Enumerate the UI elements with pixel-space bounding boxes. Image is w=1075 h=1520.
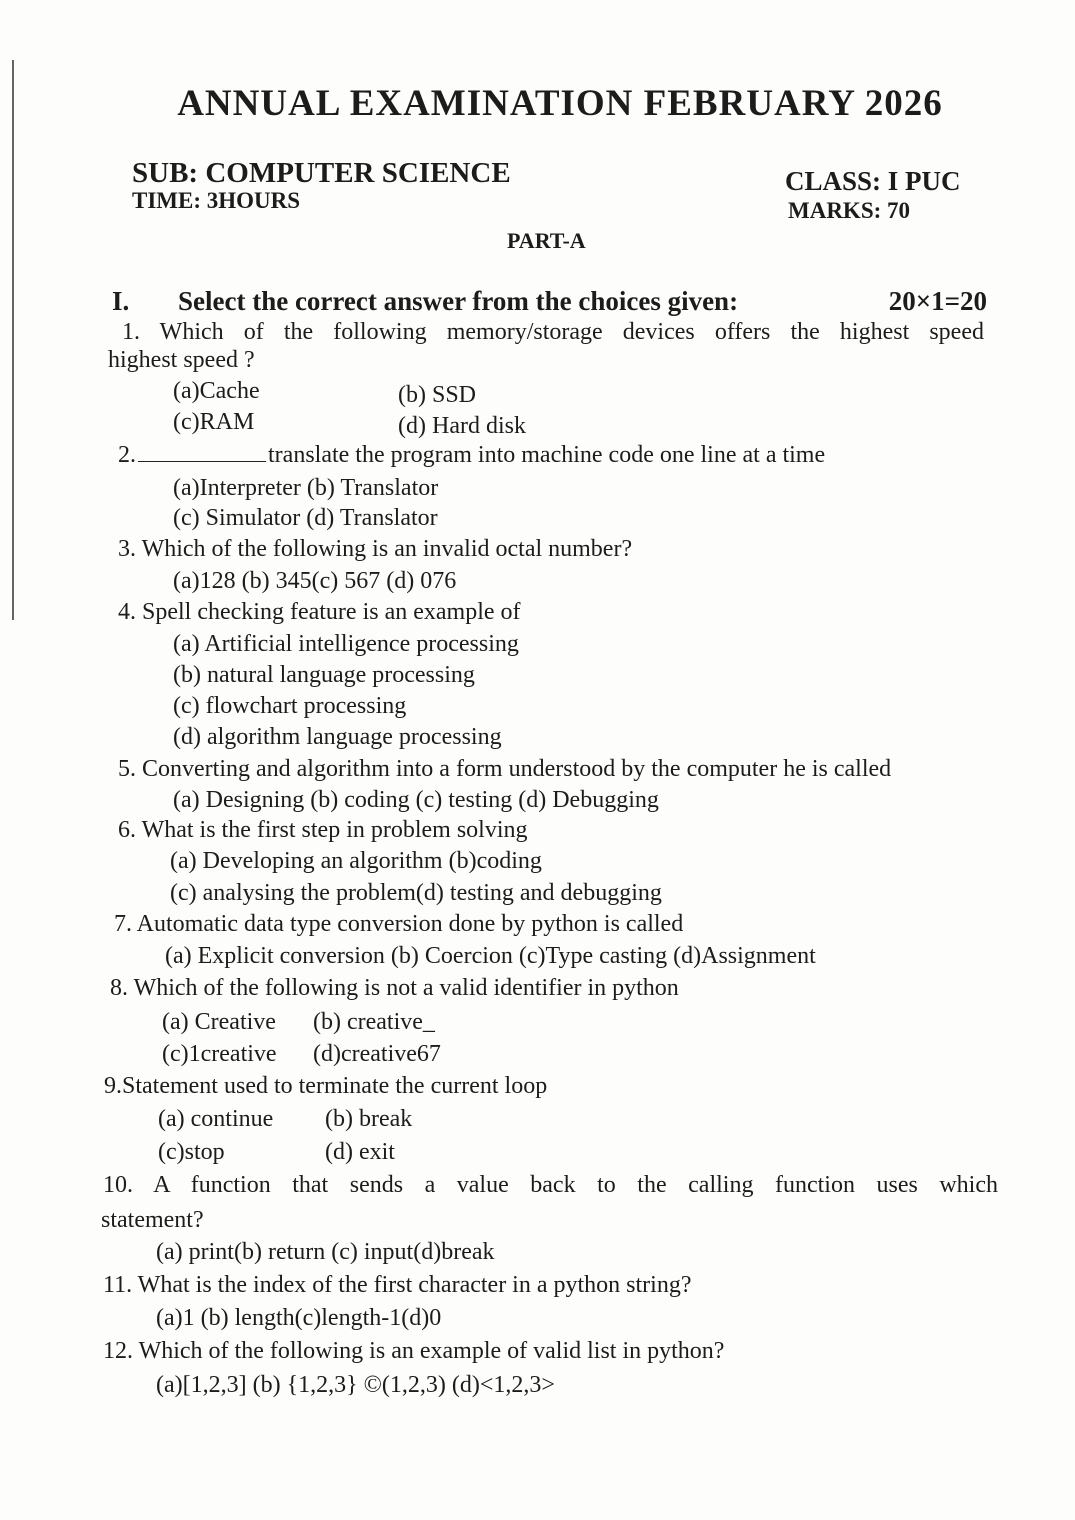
q2-blank	[138, 461, 266, 462]
question-7: 7. Automatic data type conversion done by python is called	[114, 911, 684, 937]
exam-time: TIME: 3HOURS	[132, 188, 301, 213]
question-8: 8. Which of the following is not a valid identifier in python	[110, 975, 679, 1001]
q9-option-b: (b) break	[325, 1106, 413, 1132]
exam-title: ANNUAL EXAMINATION FEBRUARY 2026	[177, 83, 943, 124]
q2-text: translate the program into machine code one line at a time	[268, 442, 826, 468]
part-heading: PART-A	[507, 228, 586, 253]
q4-option-a: (a) Artificial intelligence processing	[173, 631, 519, 657]
q3-options: (a)128 (b) 345(c) 567 (d) 076	[173, 568, 457, 594]
q5-options: (a) Designing (b) coding (c) testing (d) Debugging	[173, 787, 659, 813]
q9-option-a: (a) continue	[158, 1106, 274, 1132]
q11-options: (a)1 (b) length(c)length-1(d)0	[156, 1305, 442, 1331]
q4-option-d: (d) algorithm language processing	[173, 724, 502, 750]
q9-option-c: (c)stop	[158, 1139, 225, 1165]
question-12: 12. Which of the following is an example of valid list in python?	[103, 1338, 725, 1364]
q6-options-line2: (c) analysing the problem(d) testing and debugging	[170, 880, 662, 906]
section-number: I.	[112, 286, 130, 316]
section-marks: 20×1=20	[888, 286, 987, 316]
q2-options-line1: (a)Interpreter (b) Translator	[173, 475, 439, 501]
total-marks: MARKS: 70	[788, 198, 911, 223]
question-10-cont: statement?	[101, 1207, 204, 1233]
question-11: 11. What is the index of the first character in a python string?	[103, 1272, 692, 1298]
section-instruction: Select the correct answer from the choices given:	[178, 286, 739, 316]
q12-options: (a)[1,2,3] (b) {1,2,3} ©(1,2,3) (d)<1,2,3>	[156, 1372, 555, 1398]
subject: SUB: COMPUTER SCIENCE	[132, 157, 511, 189]
question-10: 10. A function that sends a value back to the calling function uses which	[103, 1172, 998, 1198]
q1-option-d: (d) Hard disk	[398, 413, 526, 439]
question-1-cont: highest speed ?	[108, 347, 255, 373]
q8-option-b: (b) creative_	[313, 1009, 435, 1035]
q4-option-b: (b) natural language processing	[173, 662, 475, 688]
q10-options: (a) print(b) return (c) input(d)break	[156, 1239, 495, 1265]
question-9: 9.Statement used to terminate the current loop	[104, 1073, 548, 1099]
question-6: 6. What is the first step in problem solving	[118, 817, 528, 843]
q2-options-line2: (c) Simulator (d) Translator	[173, 505, 438, 531]
question-4: 4. Spell checking feature is an example of	[118, 599, 521, 625]
margin-line	[12, 60, 14, 620]
question-5: 5. Converting and algorithm into a form understood by the computer he is called	[118, 756, 892, 782]
question-2	[118, 441, 825, 470]
q8-option-d: (d)creative67	[313, 1041, 441, 1067]
q9-option-d: (d) exit	[325, 1139, 395, 1165]
q1-option-b: (b) SSD	[398, 382, 477, 408]
question-3: 3. Which of the following is an invalid octal number?	[118, 536, 633, 562]
q8-option-a: (a) Creative	[162, 1009, 276, 1035]
q2-number: 2.	[118, 442, 136, 468]
q4-option-c: (c) flowchart processing	[173, 693, 407, 719]
q1-option-a: (a)Cache	[173, 378, 260, 404]
q7-options: (a) Explicit conversion (b) Coercion (c)Type casting (d)Assignment	[165, 943, 816, 969]
class: CLASS: I PUC	[785, 166, 961, 196]
q8-option-c: (c)1creative	[162, 1041, 277, 1067]
question-1: 1. Which of the following memory/storage devices offers the highest speed	[122, 319, 984, 345]
q6-options-line1: (a) Developing an algorithm (b)coding	[170, 848, 542, 874]
q1-option-c: (c)RAM	[173, 409, 255, 435]
